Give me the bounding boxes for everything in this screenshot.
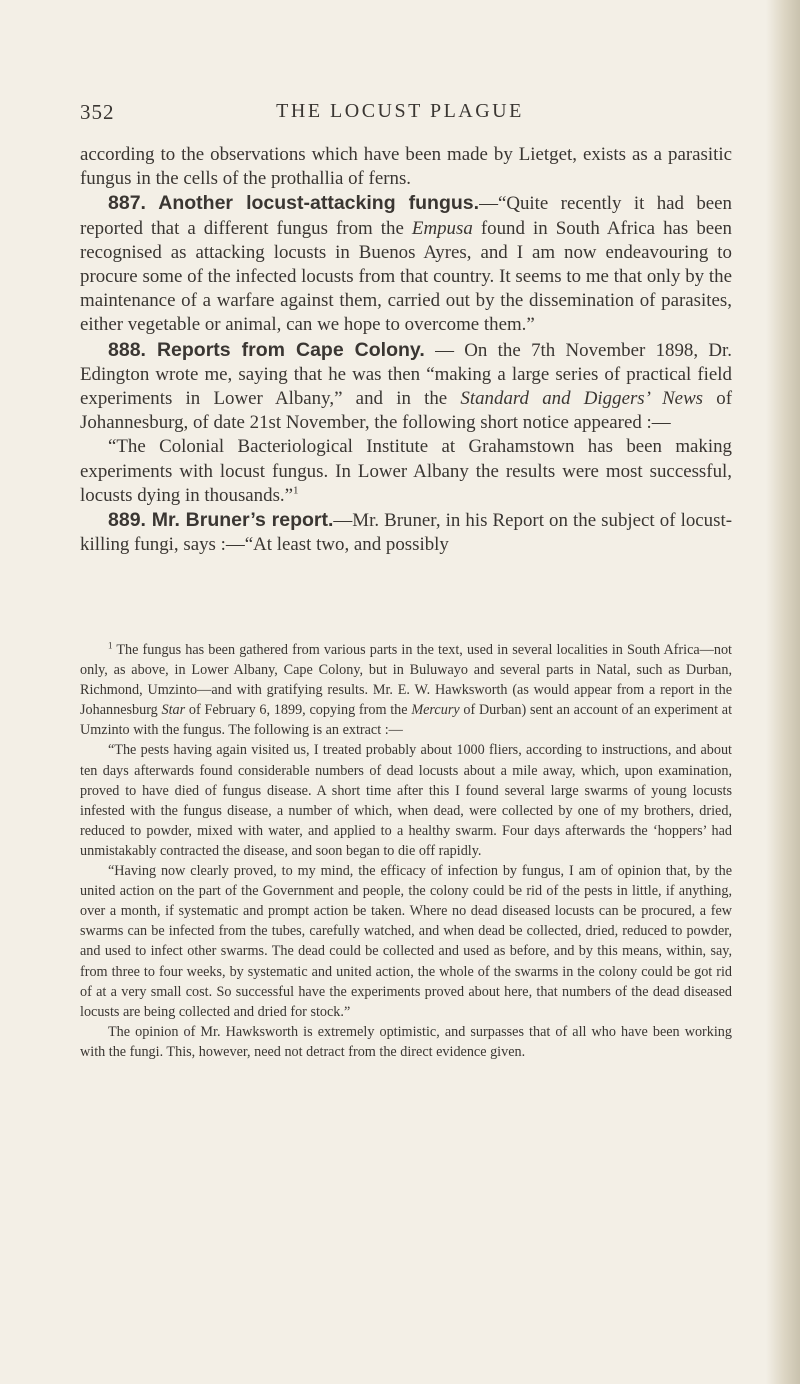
italic-mercury: Mercury (411, 702, 460, 719)
block-quote: “The Colonial Bacteriological Institute at Grahamstown has been making experiments with locust fungus. In Lower Albany the results were most successful, locusts dying in thousands.”$^1$ (80, 436, 732, 506)
footnotes (80, 640, 732, 1062)
footnote-reference: 1 (293, 484, 299, 497)
section-heading-887: 887. Another locust-attacking fungus. (108, 192, 480, 215)
footnote-closing: The opinion of Mr. Hawksworth is extremely optimistic, and surpasses that of all who have been working with the fungi. This, however, need not detract from the direct evidence given. (80, 1023, 732, 1060)
section-887: 887. Another locust-attacking fungus.—“Quite recently it had been reported that a different fungus from the Empusa found in South Africa has been recognised as attacking locusts in Buenos Ayres, and I am now endeavouring to procure some of the infected locusts from that country. It seems to me that only by the maintenance of a warfare against them, carried out by the dissemination of parasites, either vegetable or animal, can we hope to overcome them.” (80, 192, 732, 336)
italic-empusa: Empusa (411, 217, 473, 239)
italic-newspaper-title: Standard and Diggers’ News (460, 388, 704, 410)
page-number: 352 (80, 100, 115, 124)
section-889: 889. Mr. Bruner’s report.—Mr. Bruner, in his Report on the subject of locust-killing fungi, says :—“At least two, and possibly (80, 509, 732, 556)
main-text (80, 143, 732, 557)
paragraph-continuation: according to the observations which have been made by Lietget, exists as a parasitic fungus in the cells of the prothallia of ferns. (80, 144, 732, 190)
footnote-mark: 1 (108, 640, 113, 651)
footnote-quote-2: “Having now clearly proved, to my mind, the efficacy of infection by fungus, I am of opinion that, by the united action on the part of the Government and people, the colony could be rid of the pests in little, if anything, over a month, if systematic and prompt action be taken. Where no dead diseased locusts can be procured, a few swarms can be infected from the tubes, carefully watched, and when dead be collected, dried, reduced to powder, and used to infect other swarms. The dead could be collected and used as before, and by this means, within, say, from three to four weeks, by systematic and united action, the whole of the swarms in the colony could be got rid of at a very small cost. So successful have the experiments proved about here, that numbers of the dead diseased locusts are being collected and dried for stock.” (80, 863, 732, 1020)
italic-star: Star (161, 702, 186, 719)
section-heading-888: 888. Reports from Cape Colony. (108, 338, 425, 361)
section-heading-889: 889. Mr. Bruner’s report. (108, 509, 334, 532)
section-888: 888. Reports from Cape Colony. — On the 7th November 1898, Dr. Edington wrote me, saying that he was then “making a large series of practical field experiments in Lower Albany,” and in the Standard and Diggers’ News of Johannesburg, of date 21st November, the following short notice appeared :— (80, 338, 732, 434)
footnote-1: $^1$ The fungus has been gathered from various parts in the text, used in several localities in South Africa—not only, as above, in Lower Albany, Cape Colony, but in Buluwayo and several parts in Natal, such as Durban, Richmond, Umzinto—and with gratifying results. Mr. E. W. Hawksworth (as would appear from a report in the Johannesburg Star of February 6, 1899, copying from the Mercury of Durban) sent an account of an experiment at Umzinto with the fungus. The following is an extract :— (80, 640, 733, 739)
footnote-quote-1: “The pests having again visited us, I treated probably about 1000 fliers, according to instructions, and about ten days afterwards found considerable numbers of dead locusts about a mile away, which, upon examination, proved to have died of fungus disease. A short time after this I found several large swarms of young locusts infested with the fungus disease, a number of which, when dead, were collected by one of my brothers, dried, reduced to powder, mixed with water, and applied to a healthy swarm. Four days afterwards the ‘hoppers’ had unmistakably contracted the disease, and soon began to die off rapidly. (80, 742, 732, 859)
running-title: THE LOCUST PLAGUE (276, 100, 524, 122)
page-header (80, 100, 720, 130)
page-edge-shadow (766, 0, 800, 1384)
